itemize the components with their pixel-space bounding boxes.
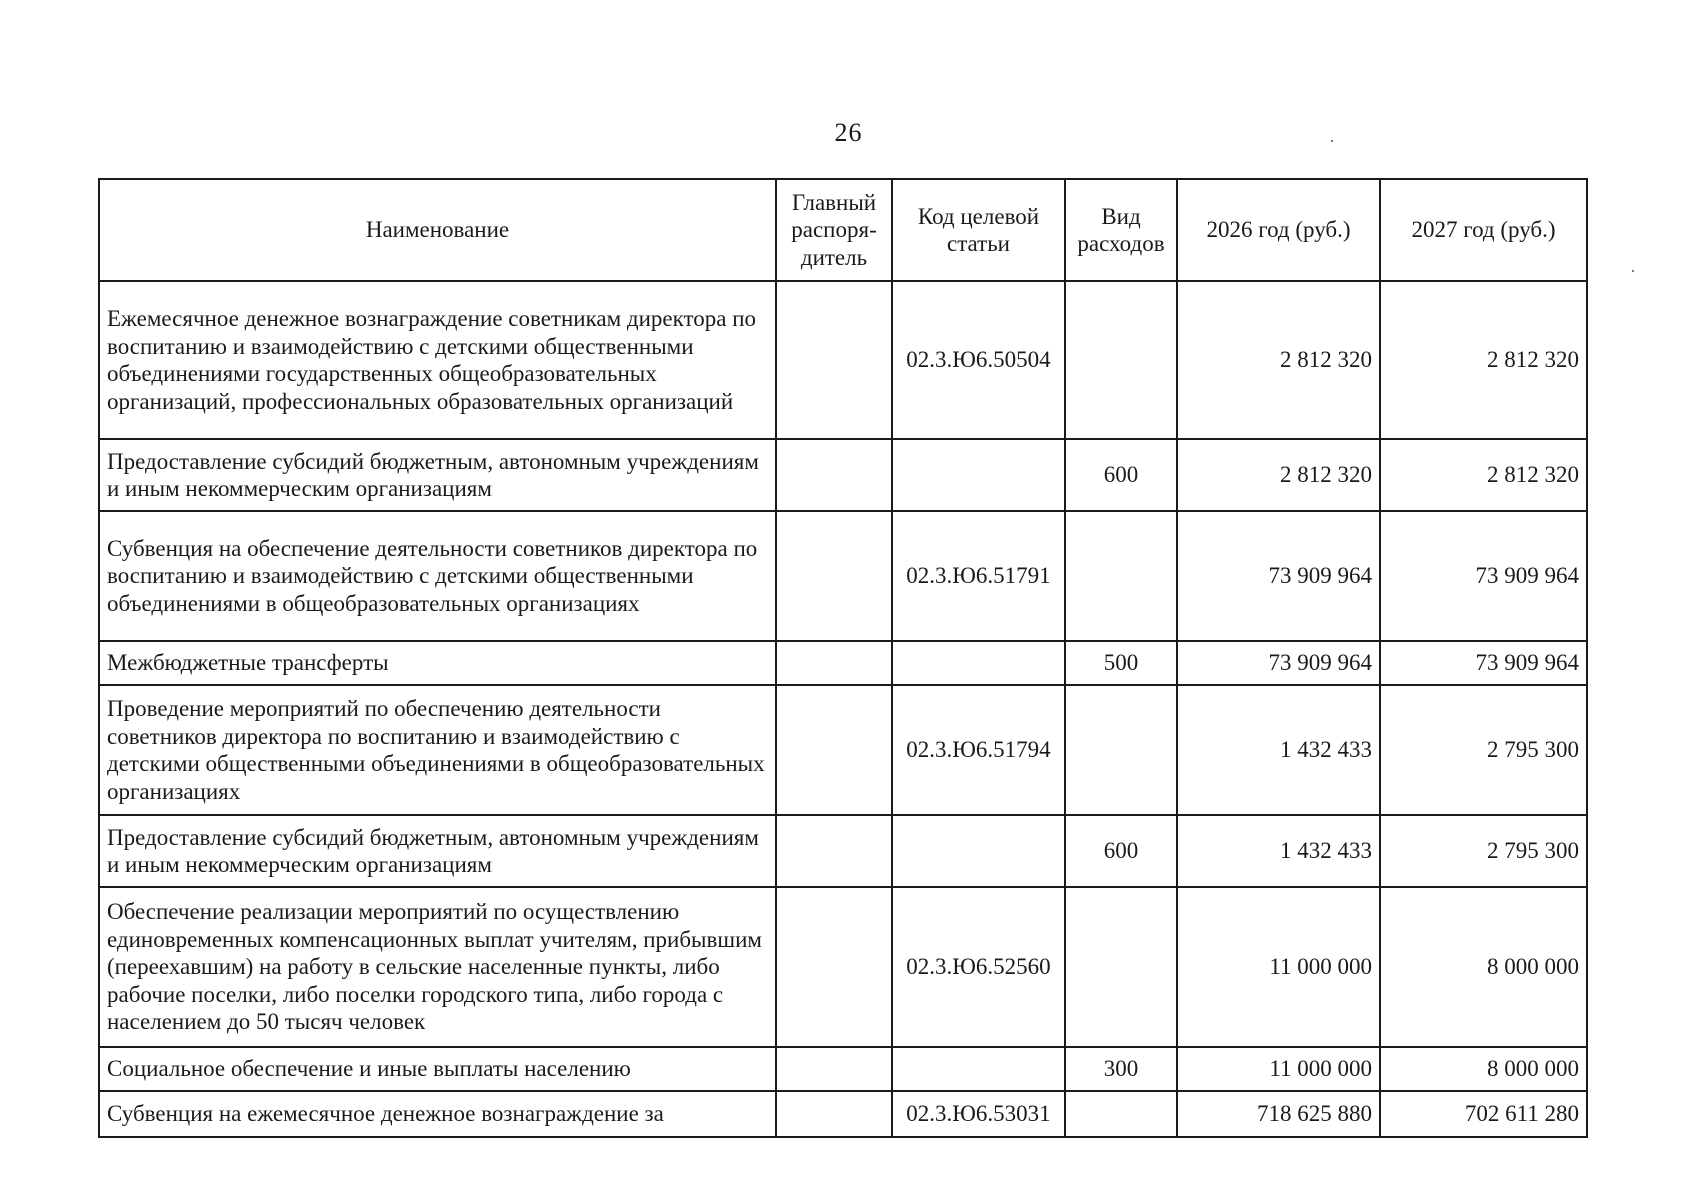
scan-speck bbox=[1331, 140, 1333, 142]
row-name: Субвенция на ежемесячное денежное вознаграждение за bbox=[99, 1091, 776, 1137]
table-row bbox=[99, 685, 1587, 815]
row-manager bbox=[776, 439, 892, 511]
row-code bbox=[892, 815, 1065, 887]
row-2027: 2 812 320 bbox=[1380, 439, 1587, 511]
row-2026: 11 000 000 bbox=[1177, 887, 1380, 1047]
table-row bbox=[99, 511, 1587, 641]
row-name: Субвенция на обеспечение деятельности советников директора по воспитанию и взаимодействию с детскими общественными объединениями в общеобразовательных организациях bbox=[99, 511, 776, 641]
table-row bbox=[99, 281, 1587, 439]
row-vid: 600 bbox=[1065, 815, 1177, 887]
row-2027: 8 000 000 bbox=[1380, 1047, 1587, 1091]
row-2027: 8 000 000 bbox=[1380, 887, 1587, 1047]
row-vid bbox=[1065, 1091, 1177, 1137]
row-vid bbox=[1065, 685, 1177, 815]
table-header-row bbox=[99, 179, 1587, 281]
row-name: Предоставление субсидий бюджетным, автономным учреждениям и иным некоммерческим организациям bbox=[99, 439, 776, 511]
table-row bbox=[99, 887, 1587, 1047]
header-target-code: Код целевой статьи bbox=[892, 179, 1065, 281]
row-name: Проведение мероприятий по обеспечению деятельности советников директора по воспитанию и взаимодействию с детскими общественными объединениями в общеобразовательных организациях bbox=[99, 685, 776, 815]
row-2026: 73 909 964 bbox=[1177, 641, 1380, 685]
row-2027: 702 611 280 bbox=[1380, 1091, 1587, 1137]
row-2027: 2 812 320 bbox=[1380, 281, 1587, 439]
row-code bbox=[892, 439, 1065, 511]
row-2026: 11 000 000 bbox=[1177, 1047, 1380, 1091]
header-year-2026: 2026 год (руб.) bbox=[1177, 179, 1380, 281]
row-2026: 1 432 433 bbox=[1177, 685, 1380, 815]
row-manager bbox=[776, 641, 892, 685]
table-row bbox=[99, 815, 1587, 887]
row-manager bbox=[776, 281, 892, 439]
budget-table bbox=[98, 178, 1588, 1138]
header-name: Наименование bbox=[99, 179, 776, 281]
table-row bbox=[99, 1047, 1587, 1091]
row-vid: 600 bbox=[1065, 439, 1177, 511]
row-vid: 300 bbox=[1065, 1047, 1177, 1091]
row-2026: 2 812 320 bbox=[1177, 439, 1380, 511]
row-2027: 73 909 964 bbox=[1380, 511, 1587, 641]
row-name: Ежемесячное денежное вознаграждение советникам директора по воспитанию и взаимодействию с детскими общественными объединениями государственных общеобразовательных организаций, профессиональных образовательных организаций bbox=[99, 281, 776, 439]
row-vid: 500 bbox=[1065, 641, 1177, 685]
table-row bbox=[99, 1091, 1587, 1137]
row-2026: 73 909 964 bbox=[1177, 511, 1380, 641]
row-code bbox=[892, 641, 1065, 685]
row-2026: 2 812 320 bbox=[1177, 281, 1380, 439]
row-2027: 2 795 300 bbox=[1380, 685, 1587, 815]
scan-speck bbox=[1632, 270, 1634, 272]
row-manager bbox=[776, 685, 892, 815]
row-2026: 1 432 433 bbox=[1177, 815, 1380, 887]
row-code bbox=[892, 1047, 1065, 1091]
row-vid bbox=[1065, 887, 1177, 1047]
table-row bbox=[99, 439, 1587, 511]
row-code: 02.3.Ю6.51791 bbox=[892, 511, 1065, 641]
row-name: Предоставление субсидий бюджетным, автономным учреждениям и иным некоммерческим организациям bbox=[99, 815, 776, 887]
row-2026: 718 625 880 bbox=[1177, 1091, 1380, 1137]
row-code: 02.3.Ю6.50504 bbox=[892, 281, 1065, 439]
row-code: 02.3.Ю6.53031 bbox=[892, 1091, 1065, 1137]
page-number: 26 bbox=[834, 118, 863, 147]
row-name: Обеспечение реализации мероприятий по осуществлению единовременных компенсационных выплат учителям, прибывшим (переехавшим) на работу в сельские населенные пункты, либо рабочие поселки, либо поселки городского типа, либо города с населением до 50 тысяч человек bbox=[99, 887, 776, 1047]
table-row bbox=[99, 641, 1587, 685]
header-main-manager: Главный распоря-дитель bbox=[776, 179, 892, 281]
row-vid bbox=[1065, 511, 1177, 641]
row-vid bbox=[1065, 281, 1177, 439]
row-code: 02.3.Ю6.52560 bbox=[892, 887, 1065, 1047]
row-manager bbox=[776, 815, 892, 887]
row-manager bbox=[776, 1047, 892, 1091]
row-code: 02.3.Ю6.51794 bbox=[892, 685, 1065, 815]
row-manager bbox=[776, 511, 892, 641]
row-2027: 2 795 300 bbox=[1380, 815, 1587, 887]
header-year-2027: 2027 год (руб.) bbox=[1380, 179, 1587, 281]
row-manager bbox=[776, 887, 892, 1047]
row-name: Межбюджетные трансферты bbox=[99, 641, 776, 685]
row-2027: 73 909 964 bbox=[1380, 641, 1587, 685]
row-name: Социальное обеспечение и иные выплаты населению bbox=[99, 1047, 776, 1091]
row-manager bbox=[776, 1091, 892, 1137]
header-expense-type: Вид расходов bbox=[1065, 179, 1177, 281]
